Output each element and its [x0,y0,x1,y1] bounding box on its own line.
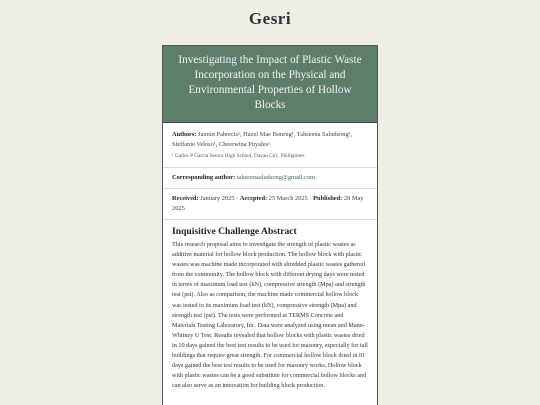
corresponding-email-link[interactable]: tahseenaaludsong@gmail.com [236,174,315,181]
abstract-text: This research proposal aims to investigate the strength of plastic wastes as additive material for hollow block production. The hollow block with plastic wastes was machine made incorporated with shredded plastic wastes gathered from the community. The hollow block with different drying days were tested in terms of maximum load test (kN), compressive strength (Mpa) and strength test (psi). Also as comparison, the machine made commercial hollow block was tested to its maximum load test (kN), compressive strength (Mpa) and strength test (psi). The tests were performed at TERMS Concrete and Materials Testing Laboratory, Inc. Data were analyzed using mean and Mann-Whitney U Test. Results revealed that hollow blocks with plastic wastes dried in 10 days gained the best test results to be used for masonry, especially for tall buildings that require great strength. For commercial hollow block dried in 81 days gained the best test results to be used for masonry works. Hollow block with plastic wastes can be a good substitute for commercial hollow blocks and can also serve as an innovation for building block production. [172,241,368,390]
dates-section: Received: January 2025 · Accepted: 25 March 2025 · Published: 28 May 2025 [163,189,377,220]
corresponding-label: Corresponding author: [172,174,236,181]
published-date: 28 May 2025 [172,195,364,212]
published-label: Published: [313,195,343,202]
abstract-heading: Inquisitive Challenge Abstract [172,226,297,237]
accepted-date: 25 March 2025 [268,195,308,202]
received-label: Received: [172,195,199,202]
corresponding-section [163,168,377,189]
authors-label: Authors: [172,131,197,138]
article-card [162,45,378,405]
site-title[interactable]: Gesri [248,9,292,28]
accepted-label: Accepted: [239,195,268,202]
received-date: January 2025 [200,195,235,202]
authors-list: Jannin Pabrecis¹, Hazel Mae Bonrug¹, Tahseena Saludsong¹, Steffanie Veloso¹, Cheerwina Puyales¹ [172,131,353,148]
affiliation: ¹ Carlos P Garcia Senior High School, Davao City, Philippines [172,153,305,159]
article-title: Investigating the Impact of Plastic Waste Incorporation on the Physical and Environmental Properties of Hollow Blocks [163,46,377,123]
abstract-section [163,220,377,397]
authors-section [163,123,377,168]
